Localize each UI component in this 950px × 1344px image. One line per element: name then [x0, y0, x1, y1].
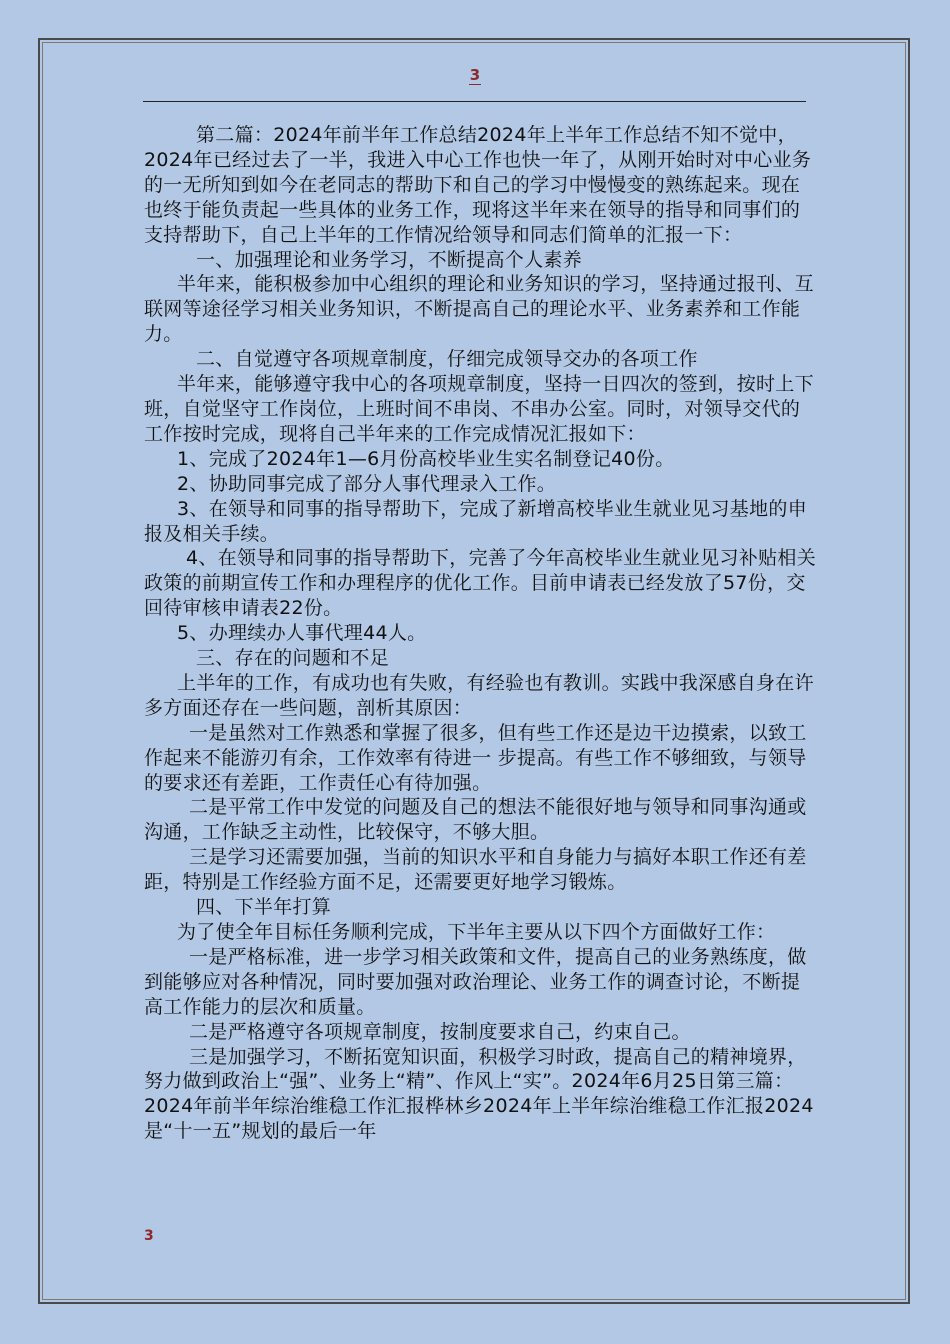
header-page-number-text: 3 — [469, 66, 481, 84]
paragraph: 3、在领导和同事的指导帮助下，完成了新增高校毕业生就业见习基地的申报及相关手续。 — [144, 497, 807, 545]
paragraph: 上半年的工作，有成功也有失败，有经验也有教训。实践中我深感自身在许多方面还存在一些问题，剖析其原因： — [144, 671, 814, 719]
paragraph: 一是严格标准，进一步学习相关政策和文件，提高自己的业务熟练度，做到能够应对各种情况，同时要加强对政治理论、业务工作的调查讨论，不断提高工作能力的层次和质量。 — [144, 945, 807, 1018]
paragraph: 1、完成了2024年1—6月份高校毕业生实名制登记40份。 — [177, 447, 675, 470]
header-rule — [143, 101, 806, 102]
paragraph: 为了使全年目标任务顺利完成，下半年主要从以下四个方面做好工作： — [177, 921, 776, 943]
paragraph: 第二篇：2024年前半年工作总结2024年上半年工作总结不知不觉中，2024年已经过去了一半，我进入中心工作也快一年了，从刚开始时对中心业务的一无所知到如今在老同志的帮助下和自己的学习中慢慢变的熟练起来。现在也终于能负责起一些具体的业务工作，现将这半年来在领导的指导和同事们的支持帮助下，自己上半年的工作情况给领导和同志们简单的汇报一下： — [144, 124, 812, 246]
paragraph: 二是严格遵守各项规章制度，按制度要求自己，约束自己。 — [189, 1020, 691, 1043]
paragraph: 一是虽然对工作熟悉和掌握了很多，但有些工作还是边干边摸索，以致工作起来不能游刃有余，工作效率有待进一 步提高。有些工作不够细致，与领导的要求还有差距，工作责任心有待加强。 — [144, 721, 807, 794]
paragraph: 二、自觉遵守各项规章制度，仔细完成领导交办的各项工作 — [196, 348, 698, 371]
paragraph: 4、在领导和同事的指导帮助下，完善了今年高校毕业生就业见习补贴相关政策的前期宣传工作和办理程序的优化工作。目前申请表已经发放了57份，交回待审核申请表22份。 — [144, 547, 816, 620]
paragraph: 2、协助同事完成了部分人事代理录入工作。 — [177, 472, 557, 495]
paragraph: 半年来，能够遵守我中心的各项规章制度，坚持一日四次的签到，按时上下班，自觉坚守工作岗位，上班时间不串岗、不串办公室。同时，对领导交代的工作按时完成，现将自己半年来的工作完成情况汇报如下： — [144, 373, 814, 445]
paragraph: 四、下半年打算 — [196, 896, 332, 919]
document-body — [144, 123, 816, 1144]
paragraph: 三是学习还需要加强，当前的知识水平和自身能力与搞好本职工作还有差距，特别是工作经验方面不足，还需要更好地学习锻炼。 — [144, 846, 807, 894]
paragraph: 三是加强学习，不断拓宽知识面，积极学习时政，提高自己的精神境界，努力做到政治上“强”、业务上“精”、作风上“实”。2024年6月25日第三篇：2024年前半年综治维稳工作汇报桦林乡2024年上半年综治维稳工作汇报2024是“十一五”规划的最后一年 — [144, 1045, 814, 1143]
header-page-number — [0, 66, 950, 84]
paragraph: 一、加强理论和业务学习，不断提高个人素养 — [196, 248, 583, 271]
paragraph: 5、办理续办人事代理44人。 — [177, 622, 427, 645]
footer-page-number: 3 — [144, 1228, 154, 1244]
paragraph: 半年来，能积极参加中心组织的理论和业务知识的学习，坚持通过报刊、互联网等途径学习相关业务知识，不断提高自己的理论水平、业务素养和工作能力。 — [144, 273, 814, 346]
paragraph: 三、存在的问题和不足 — [196, 647, 390, 670]
paragraph: 二是平常工作中发觉的问题及自己的想法不能很好地与领导和同事沟通或沟通，工作缺乏主动性，比较保守，不够大胆。 — [144, 796, 807, 844]
